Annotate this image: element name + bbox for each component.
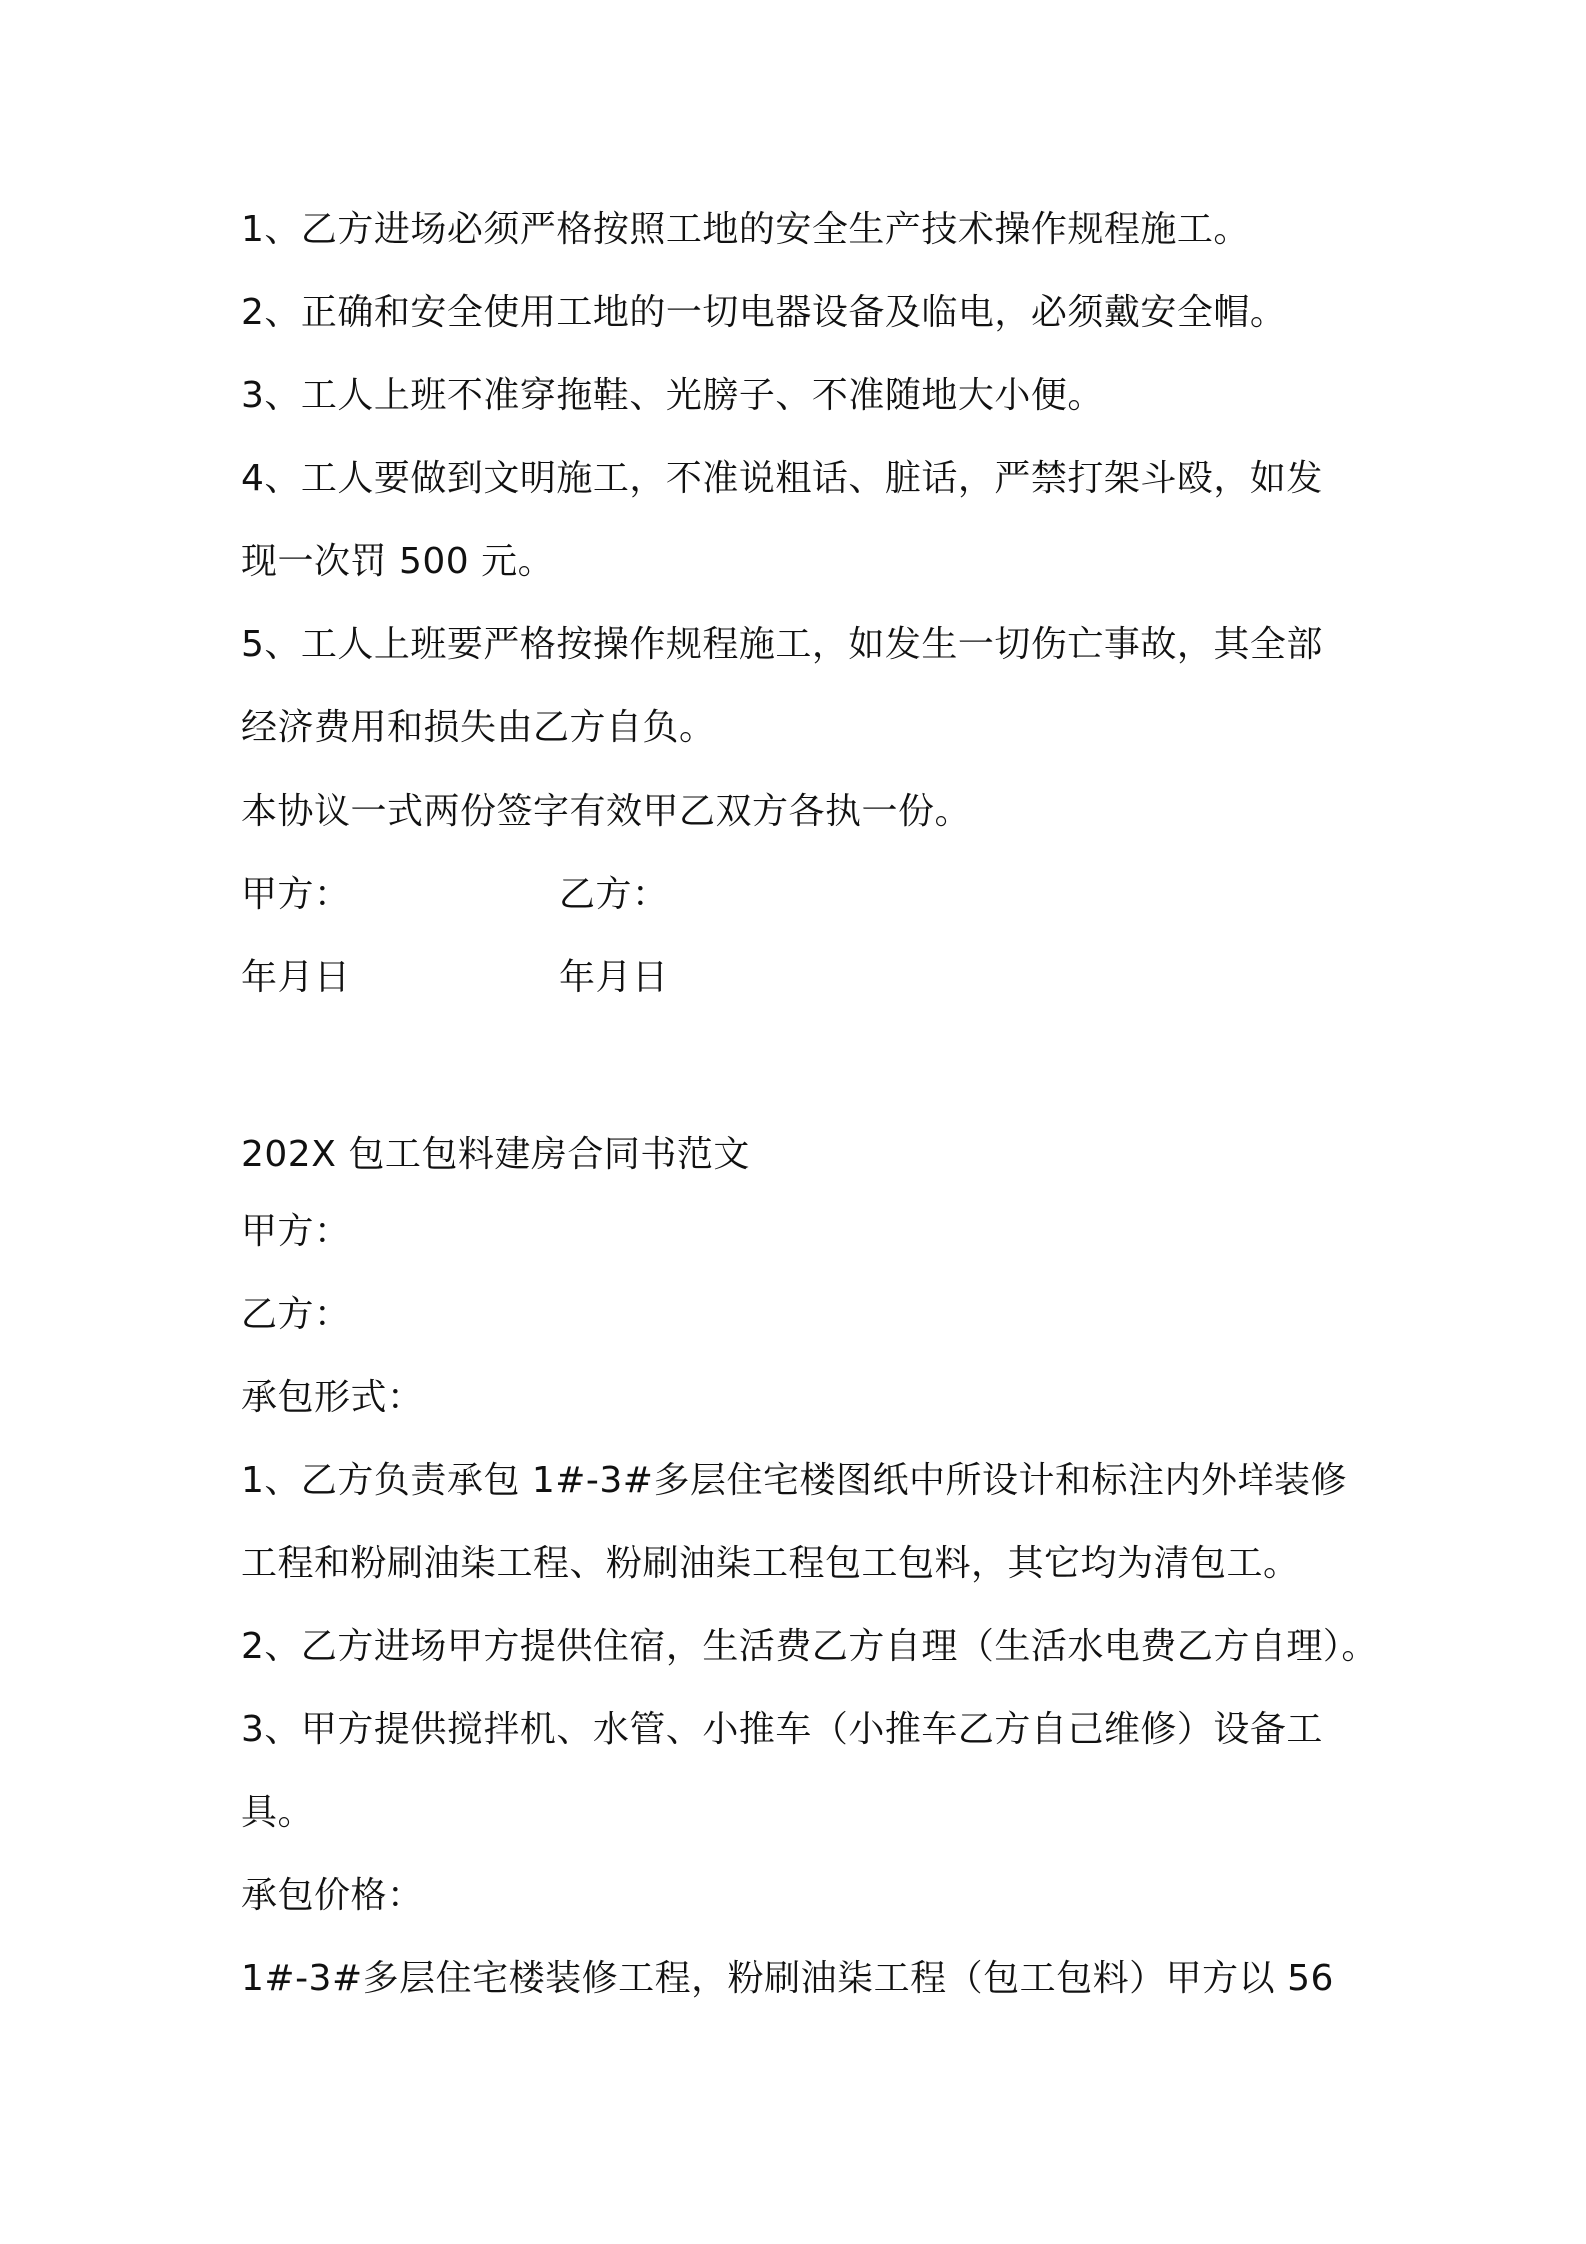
contract-party-a: 甲方： xyxy=(241,1211,351,1252)
agreement-note: 本协议一式两份签字有效甲乙双方各执一份。 xyxy=(241,791,972,832)
form-item-3: 3、甲方提供搅拌机、水管、小推车（小推车乙方自己维修）设备工 xyxy=(241,1709,1323,1750)
signature-party-a: 甲方： xyxy=(241,874,351,915)
signature-dates-row xyxy=(241,954,1361,1002)
form-item-1-cont: 工程和粉刷油柒工程、粉刷油柒工程包工包料，其它均为清包工。 xyxy=(241,1543,1300,1584)
price-item-1: 1#-3#多层住宅楼装修工程，粉刷油柒工程（包工包料）甲方以 56 xyxy=(241,1958,1334,1999)
form-heading: 承包形式： xyxy=(241,1377,424,1418)
form-item-3-cont: 具。 xyxy=(241,1792,315,1833)
rule-line-4: 4、工人要做到文明施工，不准说粗话、脏话，严禁打架斗殴，如发 xyxy=(241,458,1323,499)
signature-date-a: 年月日 xyxy=(241,957,351,998)
rule-line-2: 2、正确和安全使用工地的一切电器设备及临电，必须戴安全帽。 xyxy=(241,292,1287,333)
signature-date-b: 年月日 xyxy=(559,957,669,998)
contract-title: 202X 包工包料建房合同书范文 xyxy=(241,1134,750,1175)
contract-party-b: 乙方： xyxy=(241,1294,351,1335)
form-item-2: 2、乙方进场甲方提供住宿，生活费乙方自理（生活水电费乙方自理）。 xyxy=(241,1626,1378,1667)
rule-line-5: 5、工人上班要严格按操作规程施工，如发生一切伤亡事故，其全部 xyxy=(241,624,1323,665)
signature-parties-row xyxy=(241,871,1361,919)
price-heading: 承包价格： xyxy=(241,1875,424,1916)
signature-party-b: 乙方： xyxy=(559,874,669,915)
rule-line-3: 3、工人上班不准穿拖鞋、光膀子、不准随地大小便。 xyxy=(241,375,1104,416)
rule-line-4-cont: 现一次罚 500 元。 xyxy=(241,541,555,582)
rule-line-5-cont: 经济费用和损失由乙方自负。 xyxy=(241,707,716,748)
rule-line-1: 1、乙方进场必须严格按照工地的安全生产技术操作规程施工。 xyxy=(241,209,1250,250)
form-item-1: 1、乙方负责承包 1#-3#多层住宅楼图纸中所设计和标注内外垟装修 xyxy=(241,1460,1347,1501)
